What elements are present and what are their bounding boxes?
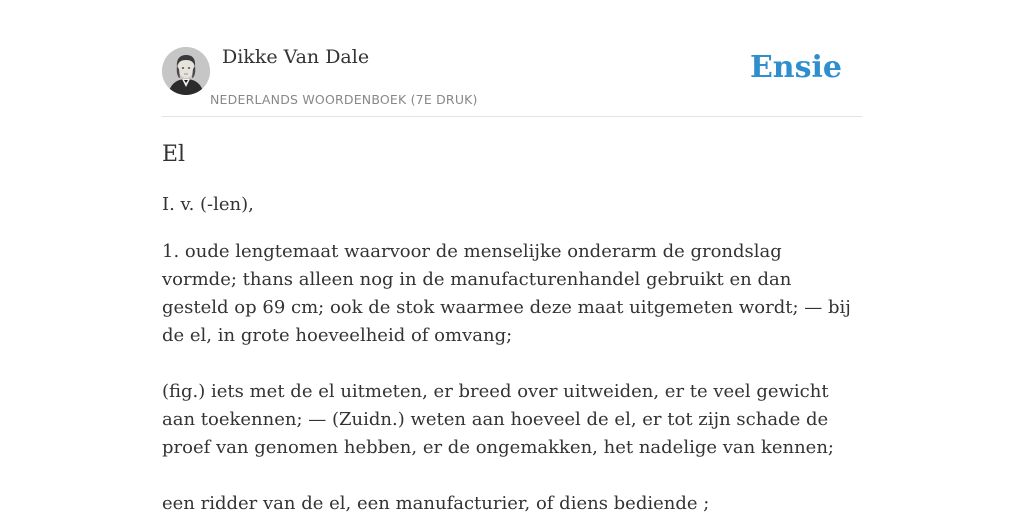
entry-title: El [162,142,186,167]
definition-2: (fig.) iets met de el uitmeten, er breed over uitweiden, er te veel gewicht aan toekennen; — (Zuidn.) weten aan hoeveel de el, er tot zijn schade de proef van genomen hebben, er de ongemakken, het nadelige van kennen; [162,381,834,458]
source-title[interactable]: NEDERLANDS WOORDENBOEK (7E DRUK) [210,92,478,107]
definition-3: een ridder van de el, een manufacturier, of diens bediende ; [162,493,710,512]
brand-logo[interactable]: Ensie [749,50,842,85]
entry-content [162,140,862,512]
portrait-icon [162,47,210,95]
definition-1: 1. oude lengtemaat waarvoor de menselijke onderarm de grondslag vormde; thans alleen nog in de manufacturenhandel gebruikt en dan gesteld op 69 cm; ook de stok waarmee deze maat uitgemeten wordt; — bij de el, in grote hoeveelheid of omvang; [162,241,851,346]
author-name[interactable]: Dikke Van Dale [222,46,370,68]
avatar[interactable] [162,47,210,95]
grammar-info: I. v. (-len), [162,194,254,215]
header [162,46,862,117]
